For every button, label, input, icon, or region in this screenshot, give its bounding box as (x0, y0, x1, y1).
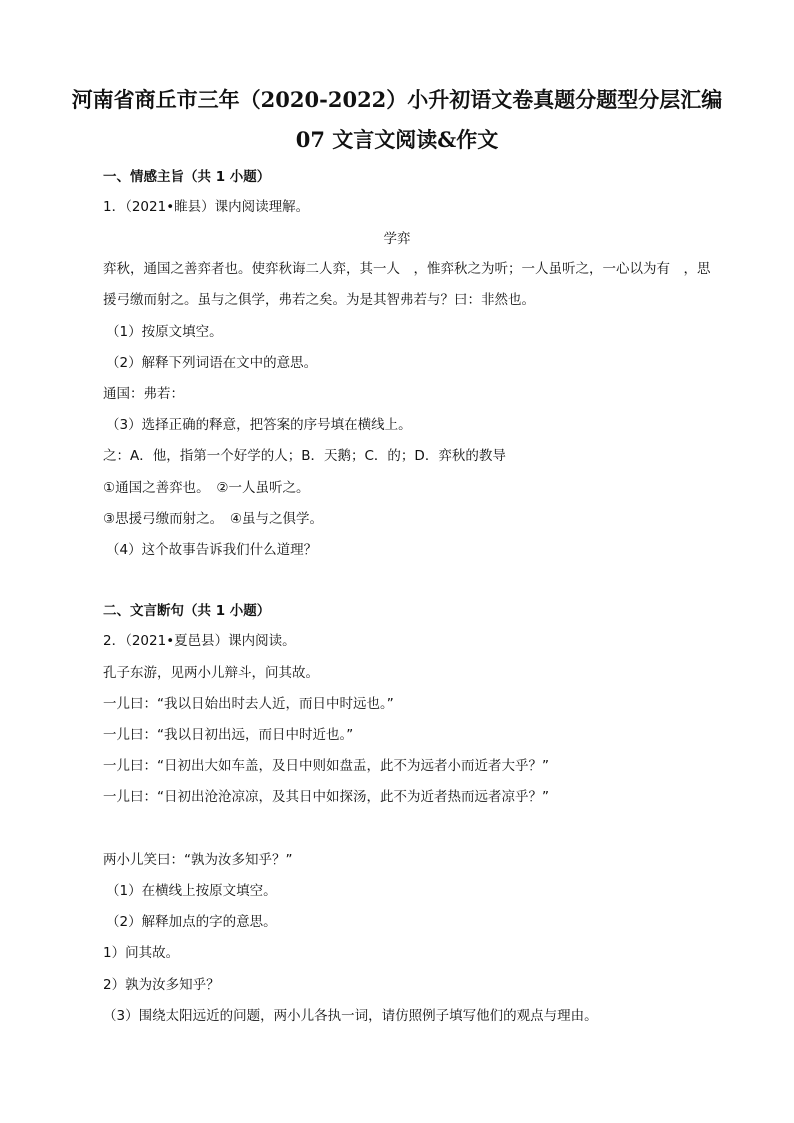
s1-q3: （3）选择正确的释意，把答案的序号填在横线上。 (106, 417, 412, 433)
passage-line2: 援弓缴而射之。虽与之俱学，弗若之矣。为是其智弗若与？曰：非然也。 (103, 292, 535, 308)
s1-q4: （4）这个故事告诉我们什么道理？ (106, 542, 318, 558)
s2-q2: （2）解释加点的字的意思。 (106, 914, 277, 930)
section2-question-number: 2．（2021•夏邑县）课内阅读。 (103, 633, 296, 649)
s1-q3-options: 之：A．他，指第一个好学的人；B．天鹅；C．的；D．弈秋的教导 (103, 448, 506, 464)
section1-question-number: 1．（2021•睢县）课内阅读理解。 (103, 199, 310, 215)
s2-passage-1: 孔子东游，见两小儿辩斗，问其故。 (103, 665, 319, 681)
s2-passage-5: 一儿曰：“日初出沧沧凉凉，及其日中如探汤，此不为近者热而远者凉乎？” (103, 789, 549, 805)
s1-q2-terms: 通国：弗若： (103, 386, 184, 402)
document-title-line1: 河南省商丘市三年（2020-2022）小升初语文卷真题分题型分层汇编 (71, 87, 723, 112)
s1-q3-items-a: ①通国之善弈也。 ②一人虽听之。 (103, 480, 310, 496)
s2-passage-4: 一儿曰：“日初出大如车盖，及日中则如盘盂，此不为远者小而近者大乎？” (103, 758, 549, 774)
s1-q2: （2）解释下列词语在文中的意思。 (106, 355, 318, 371)
s2-passage-6: 两小儿笑曰：“孰为汝多知乎？” (103, 852, 293, 868)
section1-heading: 一、情感主旨（共 1 小题） (103, 169, 271, 185)
s1-q1: （1）按原文填空。 (106, 324, 223, 340)
document-title-line2: 07 文言文阅读&作文 (295, 127, 499, 152)
s2-q3: （3）围绕太阳远近的问题，两小儿各执一词，请仿照例子填写他们的观点与理由。 (103, 1008, 598, 1024)
s2-passage-2: 一儿曰：“我以日始出时去人近，而日中时远也。” (103, 696, 394, 712)
s1-q3-items-b: ③思援弓缴而射之。 ④虽与之俱学。 (103, 511, 323, 527)
passage-line1: 弈秋，通国之善弈者也。使弈秋诲二人弈，其一人 ，惟弈秋之为听；一人虽听之，一心以为有 ，思 (103, 261, 711, 277)
s2-q2-b: 2）孰为汝多知乎？ (103, 977, 220, 993)
s2-q2-a: 1）问其故。 (103, 945, 180, 961)
s2-q1: （1）在横线上按原文填空。 (106, 883, 277, 899)
passage-title: 学弈 (383, 231, 411, 247)
section2-heading: 二、文言断句（共 1 小题） (103, 603, 271, 619)
s2-passage-3: 一儿曰：“我以日初出远，而日中时近也。” (103, 727, 354, 743)
